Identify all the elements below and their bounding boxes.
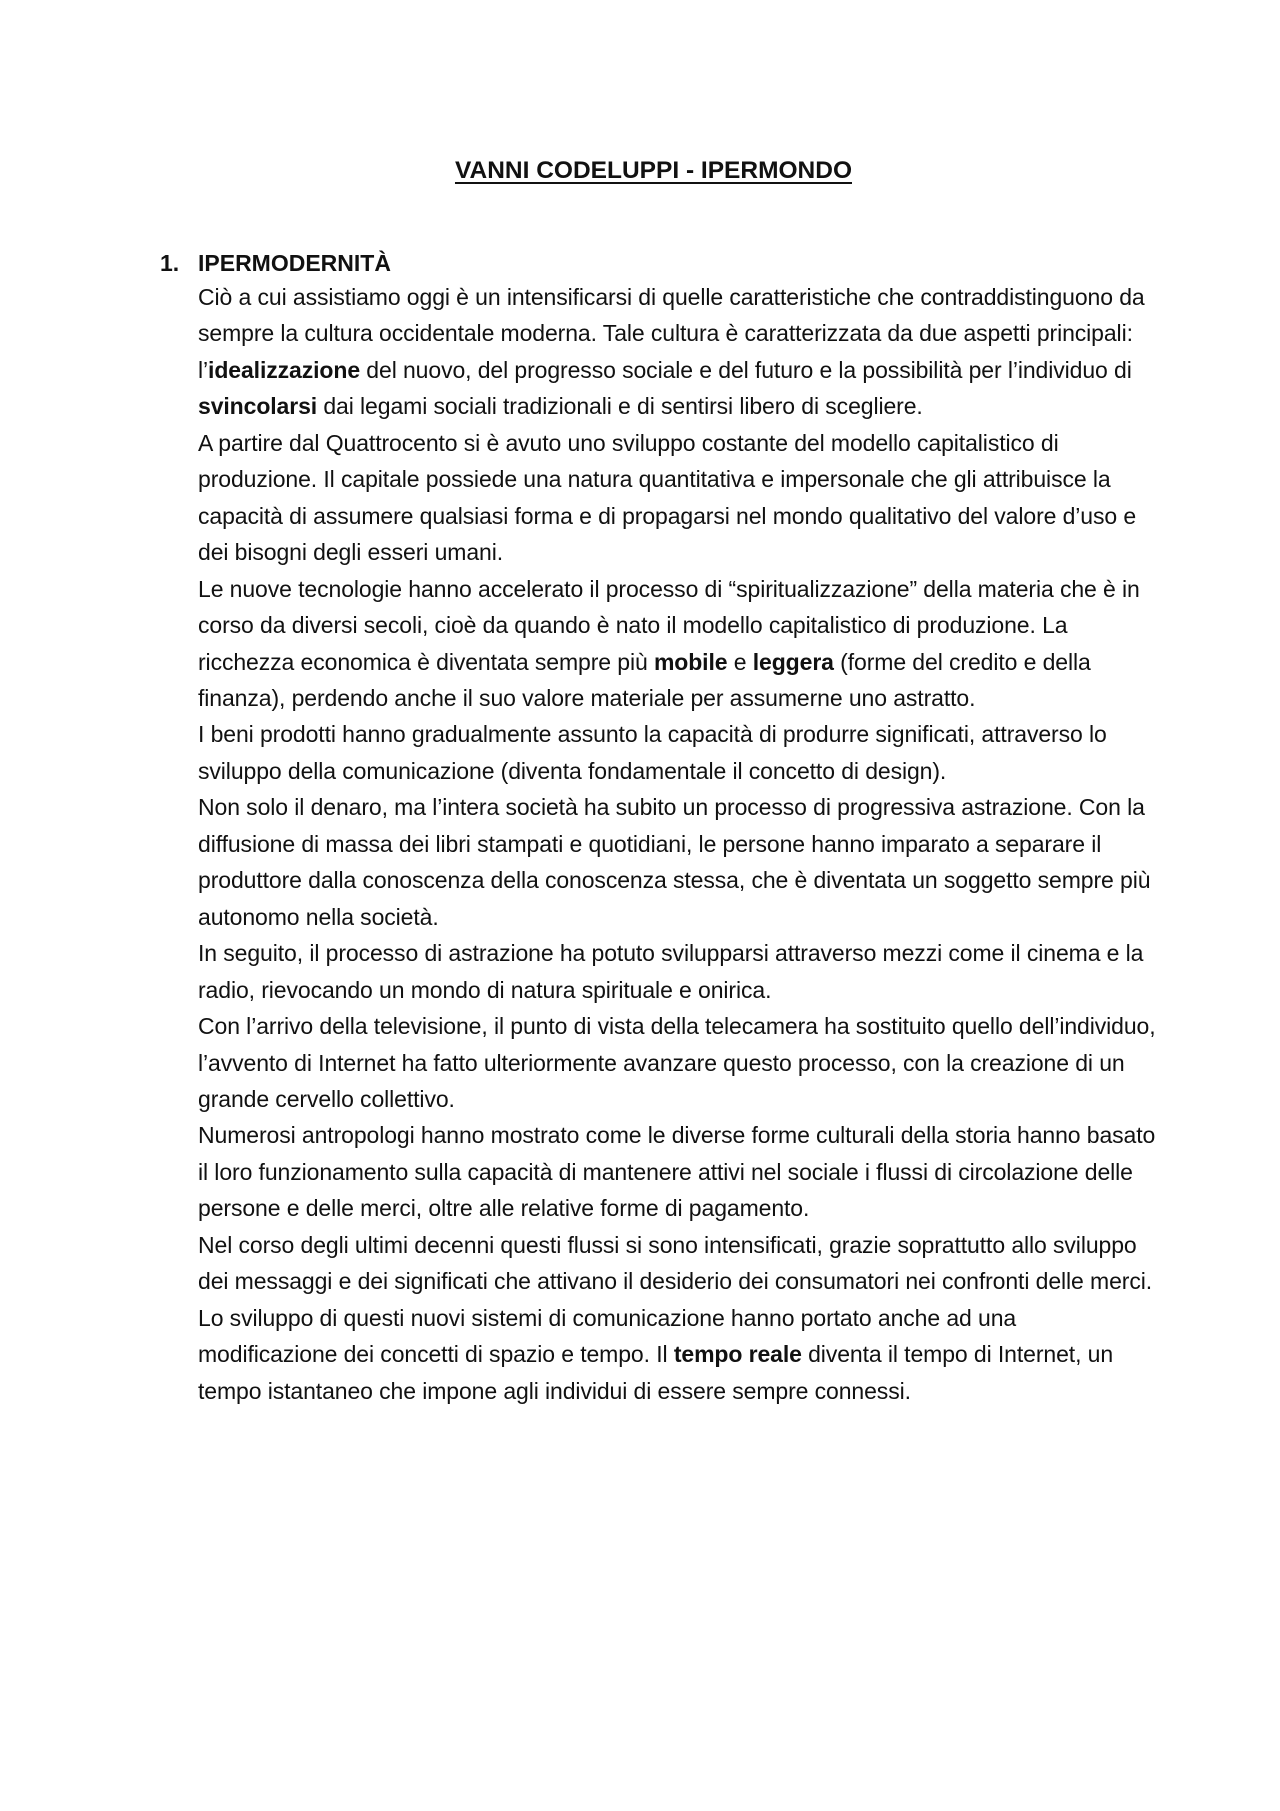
paragraph-1-text-c: dai legami sociali tradizionali e di sentirsi libero di scegliere. [317, 393, 923, 420]
bold-tempo-reale: tempo reale [673, 1341, 802, 1368]
paragraph-1 [198, 279, 1160, 425]
paragraph-10-text-a: Lo sviluppo di questi nuovi sistemi di comunicazione hanno portato anche ad una modificazione dei concetti di spazio e tempo. Il [198, 1304, 1017, 1368]
paragraph-6: In seguito, il processo di astrazione ha potuto svilupparsi attraverso mezzi come il cinema e la radio, rievocando un mondo di natura spirituale e onirica. [198, 940, 1144, 1003]
section-title: IPERMODERNITÀ [198, 250, 391, 276]
paragraph-3 [198, 571, 1160, 717]
bold-leggera: leggera [752, 648, 834, 675]
section-ipermodernita [160, 248, 1160, 1409]
paragraph-9: Nel corso degli ultimi decenni questi flussi si sono intensificati, grazie soprattutto allo sviluppo dei messaggi e dei significati che attivano il desiderio dei consumatori nei confronti delle merci. [198, 1231, 1153, 1295]
bold-svincolarsi: svincolarsi [198, 393, 318, 420]
document-title: VANNI CODELUPPI - IPERMONDO [454, 157, 852, 184]
paragraph-3-text-a: Le nuove tecnologie hanno accelerato il processo di “spiritualizzazione” della materia che è in corso da diversi secoli, cioè da quando è nato il modello capitalistico di produzione. La ricchezza economica è diventata sempre più [198, 575, 1140, 675]
bold-idealizzazione: idealizzazione [208, 356, 361, 383]
paragraph-3-text-b: e [727, 648, 753, 675]
paragraph-1-text-b: del nuovo, del progresso sociale e del futuro e la possibilità per l’individuo di [360, 356, 1132, 383]
section-number: 1. [160, 250, 180, 276]
paragraph-2: A partire dal Quattrocento si è avuto uno sviluppo costante del modello capitalistico di produzione. Il capitale possiede una natura quantitativa e impersonale che gli attribuisce la capacità di assumere qualsiasi forma e di propagarsi nel mondo qualitativo del valore d’uso e dei bisogni degli esseri umani. [198, 429, 1137, 566]
paragraph-5: Non solo il denaro, ma l’intera società ha subito un processo di progressiva astrazione. Con la diffusione di massa dei libri stampati e quotidiani, le persone hanno imparato a separare il produttore dalla conoscenza della conoscenza stessa, che è diventata un soggetto sempre più autonomo nella società. [198, 794, 1151, 930]
paragraph-10-text-b: diventa il tempo di Internet, un tempo istantaneo che impone agli individui di essere sempre connessi. [198, 1341, 1114, 1404]
paragraph-3-text-c: (forme del credito e della finanza), perdendo anche il suo valore materiale per assumerne uno astratto. [198, 648, 1091, 711]
paragraph-7: Con l’arrivo della televisione, il punto di vista della telecamera ha sostituito quello dell’individuo, l’avvento di Internet ha fatto ulteriormente avanzare questo processo, con la creazione di un grande cervello collettivo. [198, 1013, 1156, 1112]
paragraph-1-text-a: Ciò a cui assistiamo oggi è un intensificarsi di quelle caratteristiche che contraddistinguono da sempre la cultura occidentale moderna. Tale cultura è caratterizzata da due aspetti principali: l’ [198, 284, 1145, 383]
section-heading [160, 248, 1160, 278]
bold-mobile: mobile [653, 648, 728, 675]
paragraph-10 [198, 1300, 1160, 1409]
section-body [198, 279, 1160, 1409]
paragraph-8: Numerosi antropologi hanno mostrato come le diverse forme culturali della storia hanno basato il loro funzionamento sulla capacità di mantenere attivi nel sociale i flussi di circolazione delle persone e delle merci, oltre alle relative forme di pagamento. [198, 1122, 1156, 1222]
paragraph-4: I beni prodotti hanno gradualmente assunto la capacità di produrre significati, attraverso lo sviluppo della comunicazione (diventa fondamentale il concetto di design). [198, 721, 1107, 784]
